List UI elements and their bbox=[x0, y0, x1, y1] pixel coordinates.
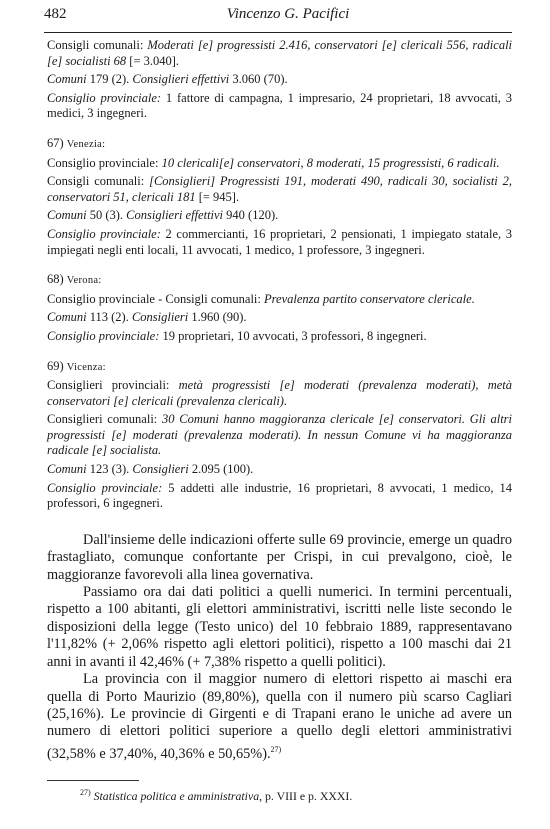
header-rule bbox=[44, 32, 512, 33]
body-text bbox=[47, 532, 512, 763]
section-venezia bbox=[47, 136, 512, 258]
comuni-line: Comuni 179 (2). Consiglieri effettivi 3.060 (70). bbox=[47, 72, 288, 87]
section-vicenza bbox=[47, 359, 512, 512]
consiglio-provinciale-line: Consiglio provinciale: 10 clericali[e] conservatori, 8 moderati, 15 progressisti, 6 radicali. bbox=[47, 155, 500, 170]
footnote-rule bbox=[47, 780, 139, 781]
consiglio-provinciale-professions: Consiglio provinciale: 2 commercianti, 16 proprietari, 2 pensionati, 1 impiegato statale, 3 impiegati negli enti locali, 11 avvocati, 1 medico, 1 professore, 3 ingegneri. bbox=[47, 226, 512, 257]
section-title: 67) Venezia: bbox=[47, 135, 106, 150]
section-title: 68) Verona: bbox=[47, 272, 102, 287]
page-content bbox=[47, 38, 512, 763]
comuni-line: Comuni 123 (3). Consiglieri 2.095 (100). bbox=[47, 462, 254, 477]
consiglio-line: Consiglio provinciale - Consigli comunali: Prevalenza partito conservatore clericale. bbox=[47, 291, 475, 306]
running-head: Vincenzo G. Pacifici bbox=[226, 6, 350, 22]
comuni-line: Comuni 113 (2). Consiglieri 1.960 (90). bbox=[47, 310, 247, 325]
consiglio-provinciale-line: Consiglio provinciale: 1 fattore di campagna, 1 impresario, 24 proprietari, 18 avvocati, 3 medici, 3 ingegneri. bbox=[47, 90, 512, 121]
page-header bbox=[44, 6, 512, 28]
continued-province-block bbox=[47, 38, 512, 122]
section-verona bbox=[47, 272, 512, 344]
section-title: 69) Vicenza: bbox=[47, 358, 106, 373]
consiglieri-comunali-line: Consiglieri comunali: 30 Comuni hanno maggioranza clericale [e] conservatori. Gli altri progressisti [e] moderati (prevalenza moderati). In nessun Comune vi ha maggioranza radicale [e] socialista. bbox=[47, 412, 512, 458]
body-paragraph: Passiamo ora dai dati politici a quelli numerici. In termini percentuali, rispetto a 100 abitanti, gli elettori amministrativi, iscritti nelle liste secondo le disposizioni della legge (Testo unico) del 10 febbraio 1889, rappresentavano l'11,82% (+ 2,06% rispetto agli elettori politici), rispetto a 100 maschi dai 21 anni in avanti il 42,46% (+ 7,38% rispetto a quelli politici). bbox=[47, 584, 512, 670]
consigli-comunali-line: Consigli comunali: Moderati [e] progressisti 2.416, conservatori [e] clericali 556, radicali [e] socialisti 68 [= 3.040]. bbox=[47, 38, 513, 68]
body-paragraph: La provincia con il maggior numero di elettori rispetto ai maschi era quella di Porto Maurizio (89,80%), quella con il numero più scarso Cagliari (25,16%). Le provincie di Girgenti e di Trapani erano le uniche ad avere un numero di elettori politici superiore a quello degli elettori amministrativi (32,58% e 37,40%, 40,36% e 50,65%).$^{27)}$ bbox=[47, 671, 512, 762]
consiglio-provinciale-professions: Consiglio provinciale: 5 addetti alle industrie, 16 proprietari, 8 avvocati, 1 medico, 14 professori, 6 ingegneri. bbox=[47, 480, 512, 511]
footnote-marker: 27) bbox=[80, 788, 91, 797]
body-paragraph: Dall'insieme delle indicazioni offerte sulle 69 provincie, emerge un quadro frastagliato, comunque confortante per Crispi, in cui prevalgono, cioè, le maggioranze favorevoli alla linea governativa. bbox=[47, 531, 512, 583]
consiglio-provinciale-professions: Consiglio provinciale: 19 proprietari, 10 avvocati, 3 professori, 8 ingegneri. bbox=[47, 328, 427, 343]
footnote-reference: 27) bbox=[270, 744, 282, 754]
footnote: $^{27)}$ Statistica politica e amministrativa, p. VIII e p. XXXI. bbox=[80, 788, 353, 803]
page-number: 482 bbox=[44, 6, 67, 22]
consiglieri-provinciali-line: Consiglieri provinciali: metà progressisti [e] moderati (prevalenza moderati), metà conservatori [e] clericali (prevalenza clericali). bbox=[47, 378, 513, 408]
consigli-comunali-line: Consigli comunali: [Consiglieri] Progressisti 191, moderati 490, radicali 30, socialisti 2, conservatori 51, clericali 181 [= 945]. bbox=[47, 174, 513, 204]
comuni-line: Comuni 50 (3). Consiglieri effettivi 940 (120). bbox=[47, 208, 279, 223]
